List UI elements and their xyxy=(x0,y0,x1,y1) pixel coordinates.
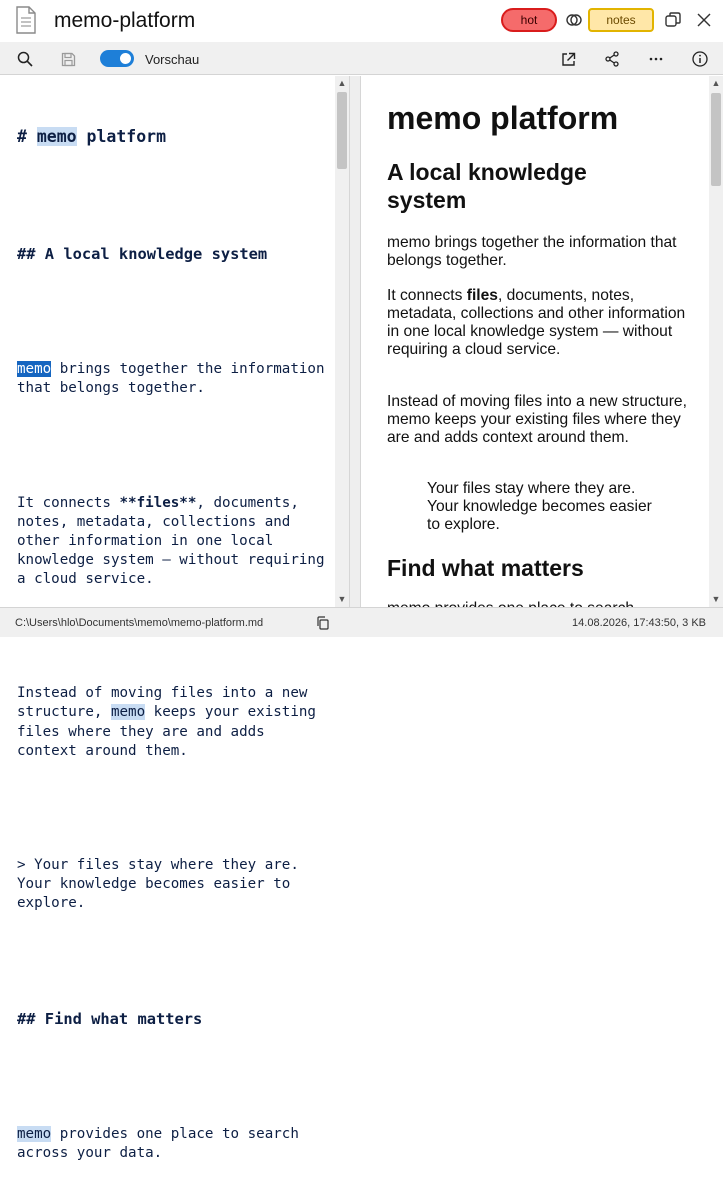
search-icon[interactable] xyxy=(13,47,37,71)
editor-p3-b: keeps your existing files where they are and adds context around them. xyxy=(17,704,325,759)
status-bar xyxy=(0,607,723,637)
link-tags-icon[interactable] xyxy=(563,9,585,31)
window-title: memo-platform xyxy=(54,9,196,32)
editor-h2-find: ## Find what matters xyxy=(17,1009,203,1028)
preview-p2-a: It connects xyxy=(387,287,467,304)
preview-paragraph-2 xyxy=(387,287,687,359)
file-path: C:\Users\hlo\Documents\memo\memo-platform.md xyxy=(15,617,264,629)
more-options-icon[interactable] xyxy=(644,47,668,71)
editor-p2-bold: **files** xyxy=(119,494,197,511)
copy-path-icon[interactable] xyxy=(315,615,331,631)
editor-h1 xyxy=(17,126,327,148)
preview-scroll-thumb[interactable] xyxy=(711,93,721,186)
file-meta: 14.08.2026, 17:43:50, 3 KB xyxy=(572,617,706,629)
tag-notes[interactable]: notes xyxy=(588,8,654,32)
preview-p2-b: , documents, notes, metadata, collections and other information in one local knowledge system — without requiring a cloud service. xyxy=(387,287,686,358)
editor-paragraph-3 xyxy=(17,684,327,760)
editor-p2-b: , documents, notes, metadata, collections and other information in one local knowledge system — without requiring a cloud service. xyxy=(17,494,334,587)
markdown-preview xyxy=(361,76,723,607)
editor-paragraph-1 xyxy=(17,360,334,398)
preview-toggle-label: Vorschau xyxy=(145,52,200,67)
preview-h2-local-knowledge: A local knowledge system xyxy=(387,159,587,213)
scroll-up-arrow-icon[interactable]: ▲ xyxy=(711,78,721,88)
editor-p4-text: provides one place to search across your data. xyxy=(17,1126,308,1162)
search-match: memo xyxy=(17,1126,52,1143)
info-icon[interactable] xyxy=(688,47,712,71)
scroll-down-arrow-icon[interactable]: ▼ xyxy=(337,594,347,604)
preview-toggle[interactable] xyxy=(100,50,134,67)
selected-match: memo xyxy=(17,360,52,377)
editor-p2-a: It connects xyxy=(17,494,120,511)
editor-paragraph-2 xyxy=(17,494,334,589)
document-icon xyxy=(14,6,38,34)
preview-h2-find: Find what matters xyxy=(387,555,584,581)
editor-scrollbar[interactable] xyxy=(335,76,349,607)
editor-h1-rest: platform xyxy=(76,127,167,147)
restore-window-icon[interactable] xyxy=(662,9,684,31)
search-match: memo xyxy=(110,704,146,721)
editor-blockquote: > Your files stay where they are. Your knowledge becomes easier to explore. xyxy=(17,857,308,912)
save-icon[interactable] xyxy=(56,47,80,71)
preview-scrollbar[interactable] xyxy=(709,76,723,607)
editor-content[interactable] xyxy=(17,88,334,1202)
editor-p1-text: brings together the information that belongs together. xyxy=(17,360,334,397)
search-match: memo xyxy=(36,127,77,147)
editor-h2-local-knowledge: ## A local knowledge system xyxy=(17,244,268,263)
pane-splitter[interactable] xyxy=(349,76,361,607)
preview-p2-bold: files xyxy=(466,287,498,304)
open-external-icon[interactable] xyxy=(556,47,580,71)
preview-h1: memo platform xyxy=(387,100,619,136)
share-icon[interactable] xyxy=(600,47,624,71)
toolbar xyxy=(0,42,723,75)
editor-paragraph-4 xyxy=(17,1125,327,1163)
preview-blockquote: Your files stay where they are. Your knowledge becomes easier to explore. xyxy=(427,480,652,533)
tag-hot[interactable]: hot xyxy=(501,8,557,32)
title-bar xyxy=(0,0,723,42)
editor-scroll-thumb[interactable] xyxy=(337,92,347,169)
scroll-up-arrow-icon[interactable]: ▲ xyxy=(337,78,347,88)
editor-p3-a: Instead of moving files into a new structure, xyxy=(17,685,316,721)
preview-paragraph-1: memo brings together the information that belongs together. xyxy=(387,234,677,269)
scroll-down-arrow-icon[interactable]: ▼ xyxy=(711,594,721,604)
editor-h1-prefix: # xyxy=(17,127,37,147)
preview-paragraph-3: Instead of moving files into a new structure, memo keeps your existing files where they are and adds context around them. xyxy=(387,393,687,446)
close-icon[interactable] xyxy=(693,9,715,31)
